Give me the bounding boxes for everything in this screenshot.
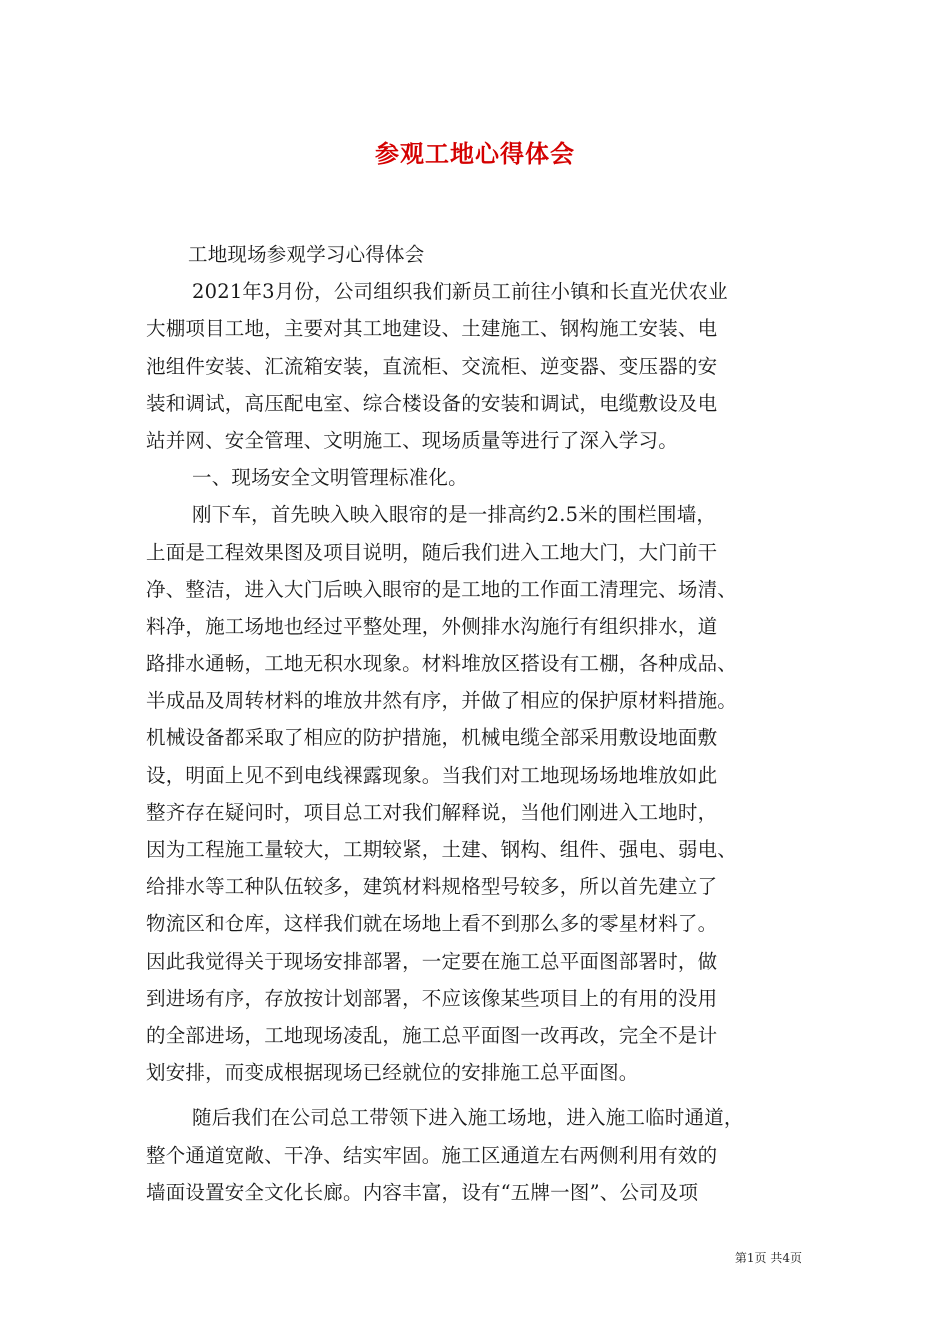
- body-line: 随后我们在公司总工带领下进入施工场地，进入施工临时通道，: [192, 1106, 744, 1130]
- body-line: 整个通道宽敞、干净、结实牢固。施工区通道左右两侧利用有效的: [146, 1143, 718, 1167]
- body-line: 墙面设置安全文化长廊。内容丰富，设有“五牌一图”、公司及项: [146, 1180, 699, 1204]
- body-line: 上面是工程效果图及项目说明，随后我们进入工地大门，大门前干: [146, 540, 718, 564]
- paragraph-gap: [146, 1091, 810, 1099]
- body-line: 的全部进场，工地现场凌乱，施工总平面图一改再改，完全不是计: [146, 1023, 718, 1047]
- body-line: 路排水通畅，工地无积水现象。材料堆放区搭设有工棚，各种成品、: [146, 652, 738, 676]
- body-line: 大棚项目工地，主要对其工地建设、土建施工、钢构施工安装、电: [146, 317, 718, 341]
- body-line: 装和调试，高压配电室、综合楼设备的安装和调试，电缆敷设及电: [146, 391, 718, 415]
- document-title: 参观工地心得体会: [375, 139, 575, 168]
- body-line: 因此我觉得关于现场安排部署，一定要在施工总平面图部署时，做: [146, 949, 718, 973]
- body-line: 半成品及周转材料的堆放井然有序，并做了相应的保护原材料措施。: [146, 689, 738, 713]
- body-line: 设，明面上见不到电线裸露现象。当我们对工地现场场地堆放如此: [146, 763, 718, 787]
- page-number: 第1页 共4页: [734, 1251, 802, 1265]
- body-line: 料净，施工场地也经过平整处理，外侧排水沟施行有组织排水，道: [146, 614, 718, 638]
- body-line: 物流区和仓库，这样我们就在场地上看不到那么多的零星材料了。: [146, 912, 718, 936]
- body-line: 2021年3月份，公司组织我们新员工前往小镇和长直光伏农业: [192, 280, 728, 304]
- body-line: 划安排，而变成根据现场已经就位的安排施工总平面图。: [146, 1061, 639, 1085]
- body-line: 池组件安装、汇流箱安装，直流柜、交流柜、逆变器、变压器的安: [146, 354, 718, 378]
- section-heading: 一、现场安全文明管理标准化。: [192, 466, 468, 490]
- document-body: [146, 236, 810, 1211]
- body-line: 机械设备都采取了相应的防护措施，机械电缆全部采用敷设地面敷: [146, 726, 718, 750]
- body-line: 净、整洁，进入大门后映入眼帘的是工地的工作面工清理完、场清、: [146, 577, 738, 601]
- body-line: 整齐存在疑问时，项目总工对我们解释说，当他们刚进入工地时，: [146, 800, 718, 824]
- body-line: 给排水等工种队伍较多，建筑材料规格型号较多，所以首先建立了: [146, 875, 718, 899]
- body-line: 站并网、安全管理、文明施工、现场质量等进行了深入学习。: [146, 428, 678, 452]
- body-line: 到进场有序，存放按计划部署，不应该像某些项目上的有用的没用: [146, 986, 718, 1010]
- body-line: 工地现场参观学习心得体会: [188, 243, 425, 266]
- body-line: 因为工程施工量较大，工期较紧，土建、钢构、组件、强电、弱电、: [146, 838, 738, 861]
- body-line: 刚下车，首先映入映入眼帘的是一排高约2.5米的围栏围墙，: [192, 503, 717, 527]
